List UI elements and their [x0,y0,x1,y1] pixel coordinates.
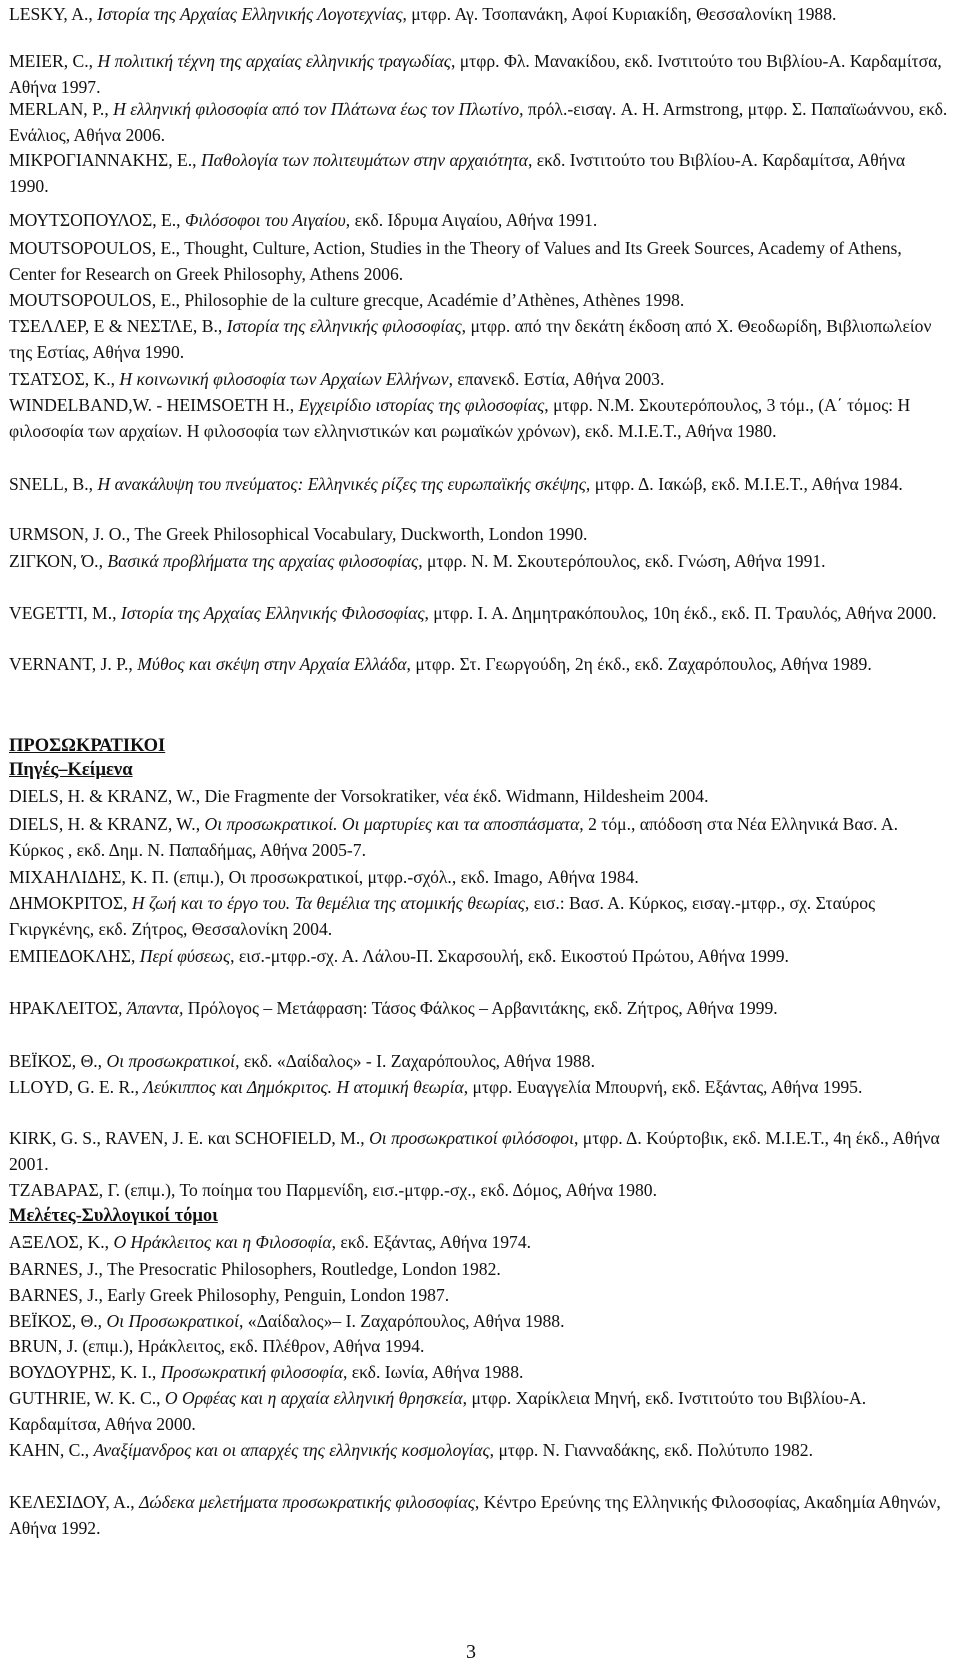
publication: (επιμ.), Οι προσωκρατικοί, μτφρ.-σχόλ., εκδ. Imago, Αθήνα 1984. [173,867,639,887]
publication: Πρόλογος – Μετάφραση: Τάσος Φάλκος – Αρβανιτάκης, εκδ. Ζήτρος, Αθήνα 1999. [183,998,778,1018]
publication: , μτφρ. Ευαγγελία Μπουρνή, εκδ. Εξάντας, Αθήνα 1995. [463,1077,863,1097]
publication: Early Greek Philosophy, Penguin, London 1987. [107,1285,450,1305]
publication: , εισ.-μτφρ.-σχ. Α. Λάλου-Π. Σκαρσουλή, εκδ. Εικοστού Πρώτου, Αθήνα 1999. [230,946,789,966]
publication: , μτφρ. από την δεκάτη έκδοση από Χ. Θεοδωρίδη, Βιβλιοπωλείον της Εστίας, Αθήνα 1990. [9,316,932,362]
title: Μύθος και σκέψη στην Αρχαία Ελλάδα [137,654,407,674]
author: ΔΗΜΟΚΡΙΤΟΣ, [9,893,132,913]
author: ΤΣΕΛΛΕΡ, Ε & ΝΕΣΤΛΕ, Β., [9,316,227,336]
author: VERNANT, J. P., [9,654,138,674]
title: Η ζωή και το έργο του. Τα θεμέλια της ατομικής θεωρίας [131,893,525,913]
bib-entry [9,208,949,234]
section-heading: ΠΡΟΣΩΚΡΑΤΙΚΟΙ [9,736,166,756]
author: ΜΙΚΡΟΓΙΑΝΝΑΚΗΣ, Ε., [9,150,201,170]
title: Αναξίμανδρος και οι απαρχές της ελληνικής κοσμολογίας [93,1440,490,1460]
bib-entry [9,1360,949,1386]
publication: Philosophie de la culture grecque, Académie d’Athènes, Athènes 1998. [184,290,685,310]
author: ΕΜΠΕΔΟΚΛΗΣ, [9,946,140,966]
author: BRUN, J. [9,1336,83,1356]
publication: , μτφρ. Στ. Γεωργούδη, 2η έκδ., εκδ. Ζαχαρόπουλος, Αθήνα 1989. [406,654,872,674]
author: ΚΕΛΕΣΙΔΟΥ, Α., [9,1492,140,1512]
author: KAHN, C., [9,1440,94,1460]
author: BARNES, J., [9,1259,107,1279]
subsection-heading: Πηγές–Κείμενα [9,760,133,780]
publication: , μτφρ. Ι. Α. Δημητρακόπουλος, 10η έκδ., εκδ. Π. Τραυλός, Αθήνα 2000. [424,603,937,623]
title: Λεύκιππος και Δημόκριτος. Η ατομική θεωρία [143,1077,464,1097]
publication: , επανεκδ. Εστία, Αθήνα 2003. [448,369,665,389]
bib-entry [9,812,949,864]
bib-entry [9,97,949,149]
bib-entry [9,2,949,28]
publication: , μτφρ. Ν. Μ. Σκουτερόπουλος, εκδ. Γνώση, Αθήνα 1991. [418,551,826,571]
publication: , εκδ. Ιωνία, Αθήνα 1988. [342,1362,524,1382]
bib-entry [9,549,949,575]
bib-entry [9,367,949,393]
publication: The Presocratic Philosophers, Routledge, London 1982. [106,1259,501,1279]
bib-entry [9,522,949,548]
publication: , μτφρ. Ν. Γιανναδάκης, εκδ. Πολύτυπο 1982. [489,1440,813,1460]
author: VEGETTI, M., [9,603,121,623]
title: Παθολογία των πολιτευμάτων στην αρχαιότητα [200,150,528,170]
publication: , εκδ. «Δαίδαλος» - Ι. Ζαχαρόπουλος, Αθήνα 1988. [235,1051,595,1071]
author: ΜΙΧΑΗΛΙΔΗΣ, Κ. Π. [9,867,174,887]
publication: , μτφρ. Ν.Μ. Σκουτερόπουλος, 3 τόμ., (Α΄ τόμος: Η φιλοσοφία των αρχαίων. Η φιλοσοφία των ελληνιστικών και ρωμαϊκών χρόνων), εκδ. Μ.Ι.Ε.Τ., Αθήνα 1980. [9,395,911,441]
bib-entry [9,1334,949,1360]
author: LLOYD, G. E. R., [9,1077,144,1097]
publication: , Κέντρο Ερεύνης της Ελληνικής Φιλοσοφίας, Ακαδημία Αθηνών, Αθήνα 1992. [9,1492,941,1538]
publication: , μτφρ. Δ. Ιακώβ, εκδ. Μ.Ι.Ε.Τ., Αθήνα 1984. [585,474,903,494]
author: ΑΞΕΛΟΣ, Κ., [9,1232,114,1252]
bib-entry [9,1230,949,1256]
title: Η κοινωνική φιλοσοφία των Αρχαίων Ελλήνων [119,369,449,389]
publication: , μτφρ. Χαρίκλεια Μηνή, εκδ. Ινστιτούτο του Βιβλίου-Α. Καρδαμίτσα, Αθήνα 2000. [9,1388,867,1434]
bib-entry [9,1178,949,1204]
title: Οι προσωκρατικοί φιλόσοφοι [369,1128,574,1148]
author: ΖΙΓΚΟΝ, Ό., [9,551,108,571]
bib-entry [9,996,949,1022]
publication: 2 τόμ., απόδοση στα Νέα Ελληνικά Βασ. Α. Κύρκος , εκδ. Δημ. Ν. Παπαδήμας, Αθήνα 2005-7. [9,814,898,860]
author: ΗΡΑΚΛΕΙΤΟΣ, [9,998,127,1018]
bib-entry [9,944,949,970]
publication: , μτφρ. Φλ. Μανακίδου, εκδ. Ινστιτούτο του Βιβλίου-Α. Καρδαμίτσα, Αθήνα 1997. [9,51,942,97]
author: ΒΕΪΚΟΣ, Θ., [9,1051,107,1071]
title: Οι προσωκρατικοί [106,1051,236,1071]
bib-entry [9,1438,949,1464]
title: Ιστορία της ελληνικής φιλοσοφίας [226,316,462,336]
bib-entry [9,1049,949,1075]
bib-entry [9,1309,949,1335]
author: ΒΟΥΔΟΥΡΗΣ, Κ. Ι., [9,1362,161,1382]
author: ΤΣΑΤΣΟΣ, Κ., [9,369,120,389]
bib-entry [9,236,949,288]
title: Βασικά προβλήματα της αρχαίας φιλοσοφίας [107,551,419,571]
author: ΤΖΑΒΑΡΑΣ, Γ. [9,1180,125,1200]
title: Ο Ορφέας και η αρχαία ελληνική θρησκεία [164,1388,463,1408]
author: ΜΟΥΤΣΟΠΟΥΛΟΣ, Ε., [9,210,185,230]
title: Οι Προσωκρατικοί [106,1311,239,1331]
bib-entry [9,1386,949,1438]
subsection-heading: Μελέτες-Συλλογικοί τόμοι [9,1206,218,1226]
bib-entry [9,288,949,314]
bib-entry [9,314,949,366]
bib-entry [9,148,949,200]
publication: , μτφρ. Δ. Κούρτοβικ, εκδ. Μ.Ι.Ε.Τ., 4η έκδ., Αθήνα 2001. [9,1128,940,1174]
title: Ιστορία της Αρχαίας Ελληνικής Λογοτεχνίας [97,4,403,24]
publication: , πρόλ.-εισαγ. A. H. Armstrong, μτφρ. Σ. Παπαϊωάννου, εκδ. Ενάλιος, Αθήνα 2006. [9,99,948,145]
bib-entry [9,1075,949,1101]
author: DIELS, H. & KRANZ, W., [9,786,205,806]
bib-entry [9,1126,949,1178]
publication: , «Δαίδαλος»– Ι. Ζαχαρόπουλος, Αθήνα 1988. [238,1311,565,1331]
bib-entry [9,784,949,810]
title: Οι προσωκρατικοί. Οι μαρτυρίες και τα αποσπάσματα, [204,814,584,834]
bib-entry [9,393,949,445]
publication: , μτφρ. Αγ. Τσοπανάκη, Αφοί Κυριακίδη, Θεσσαλονίκη 1988. [402,4,837,24]
publication: Thought, Culture, Action, Studies in the Theory of Values and Its Greek Sources, Academy of Athens, Center for Research on Greek Philosophy, Athens 2006. [9,238,902,284]
publication: , εισ.: Βασ. Α. Κύρκος, εισαγ.-μτφρ., σχ. Σταύρος Γκιργκένης, εκδ. Ζήτρος, Θεσσαλονίκη 2004. [9,893,876,939]
author: LESKY, A., [9,4,98,24]
title: Η ελληνική φιλοσοφία από τον Πλάτωνα έως τον Πλωτίνο [113,99,520,119]
bib-entry [9,1257,949,1283]
title: Ο Ηράκλειτος και η Φιλοσοφία [113,1232,332,1252]
publication: (επιμ.), Ηράκλειτος, εκδ. Πλέθρον, Αθήνα 1994. [82,1336,425,1356]
author: ΒΕΪΚΟΣ, Θ., [9,1311,107,1331]
author: WINDELBAND,W. - HEIMSOETH H., [9,395,299,415]
publication: , εκδ. Ινστιτούτο του Βιβλίου-Α. Καρδαμίτσα, Αθήνα 1990. [9,150,906,196]
author: BARNES, J., [9,1285,108,1305]
title: Η ανακάλυψη του πνεύματος: Ελληνικές ρίζες της ευρωπαϊκής σκέψης [97,474,586,494]
title: Εγχειρίδιο ιστορίας της φιλοσοφίας [298,395,545,415]
author: DIELS, H. & KRANZ, W., [9,814,205,834]
author: MOUTSOPOULOS, E., [9,238,185,258]
bib-entry [9,652,949,678]
bib-entry [9,49,949,101]
bib-entry [9,472,949,498]
title: Φιλόσοφοι του Αιγαίου [184,210,346,230]
publication: The Greek Philosophical Vocabulary, Duckworth, London 1990. [134,524,588,544]
bib-entry [9,865,949,891]
title: Δώδεκα μελετήματα προσωκρατικής φιλοσοφίας [139,1492,475,1512]
bib-entry [9,891,949,943]
author: MEIER, C., [9,51,98,71]
title: Περί φύσεως [139,946,231,966]
publication: Die Fragmente der Vorsokratiker, νέα έκδ. Widmann, Hildesheim 2004. [204,786,709,806]
title: Η πολιτική τέχνη της αρχαίας ελληνικής τραγωδίας [97,51,451,71]
bib-entry [9,1283,949,1309]
title: Άπαντα, [126,998,184,1018]
author: GUTHRIE, W. K. C., [9,1388,165,1408]
title: Προσωκρατική φιλοσοφία [160,1362,343,1382]
author: KIRK, G. S., RAVEN, J. E. και SCHOFIELD, M., [9,1128,370,1148]
bib-entry [9,601,949,627]
author: MOUTSOPOULOS, E., [9,290,185,310]
author: SNELL, B., [9,474,98,494]
bib-entry [9,1490,949,1542]
publication: (επιμ.), Το ποίημα του Παρμενίδη, εισ.-μτφρ.-σχ., εκδ. Δόμος, Αθήνα 1980. [124,1180,657,1200]
page-number: 3 [466,1641,476,1663]
author: MERLAN, P., [9,99,114,119]
publication: , εκδ. Ιδρυμα Αιγαίου, Αθήνα 1991. [345,210,598,230]
author: URMSON, J. O., [9,524,135,544]
publication: , εκδ. Εξάντας, Αθήνα 1974. [331,1232,532,1252]
title: Ιστορία της Αρχαίας Ελληνικής Φιλοσοφίας [120,603,425,623]
